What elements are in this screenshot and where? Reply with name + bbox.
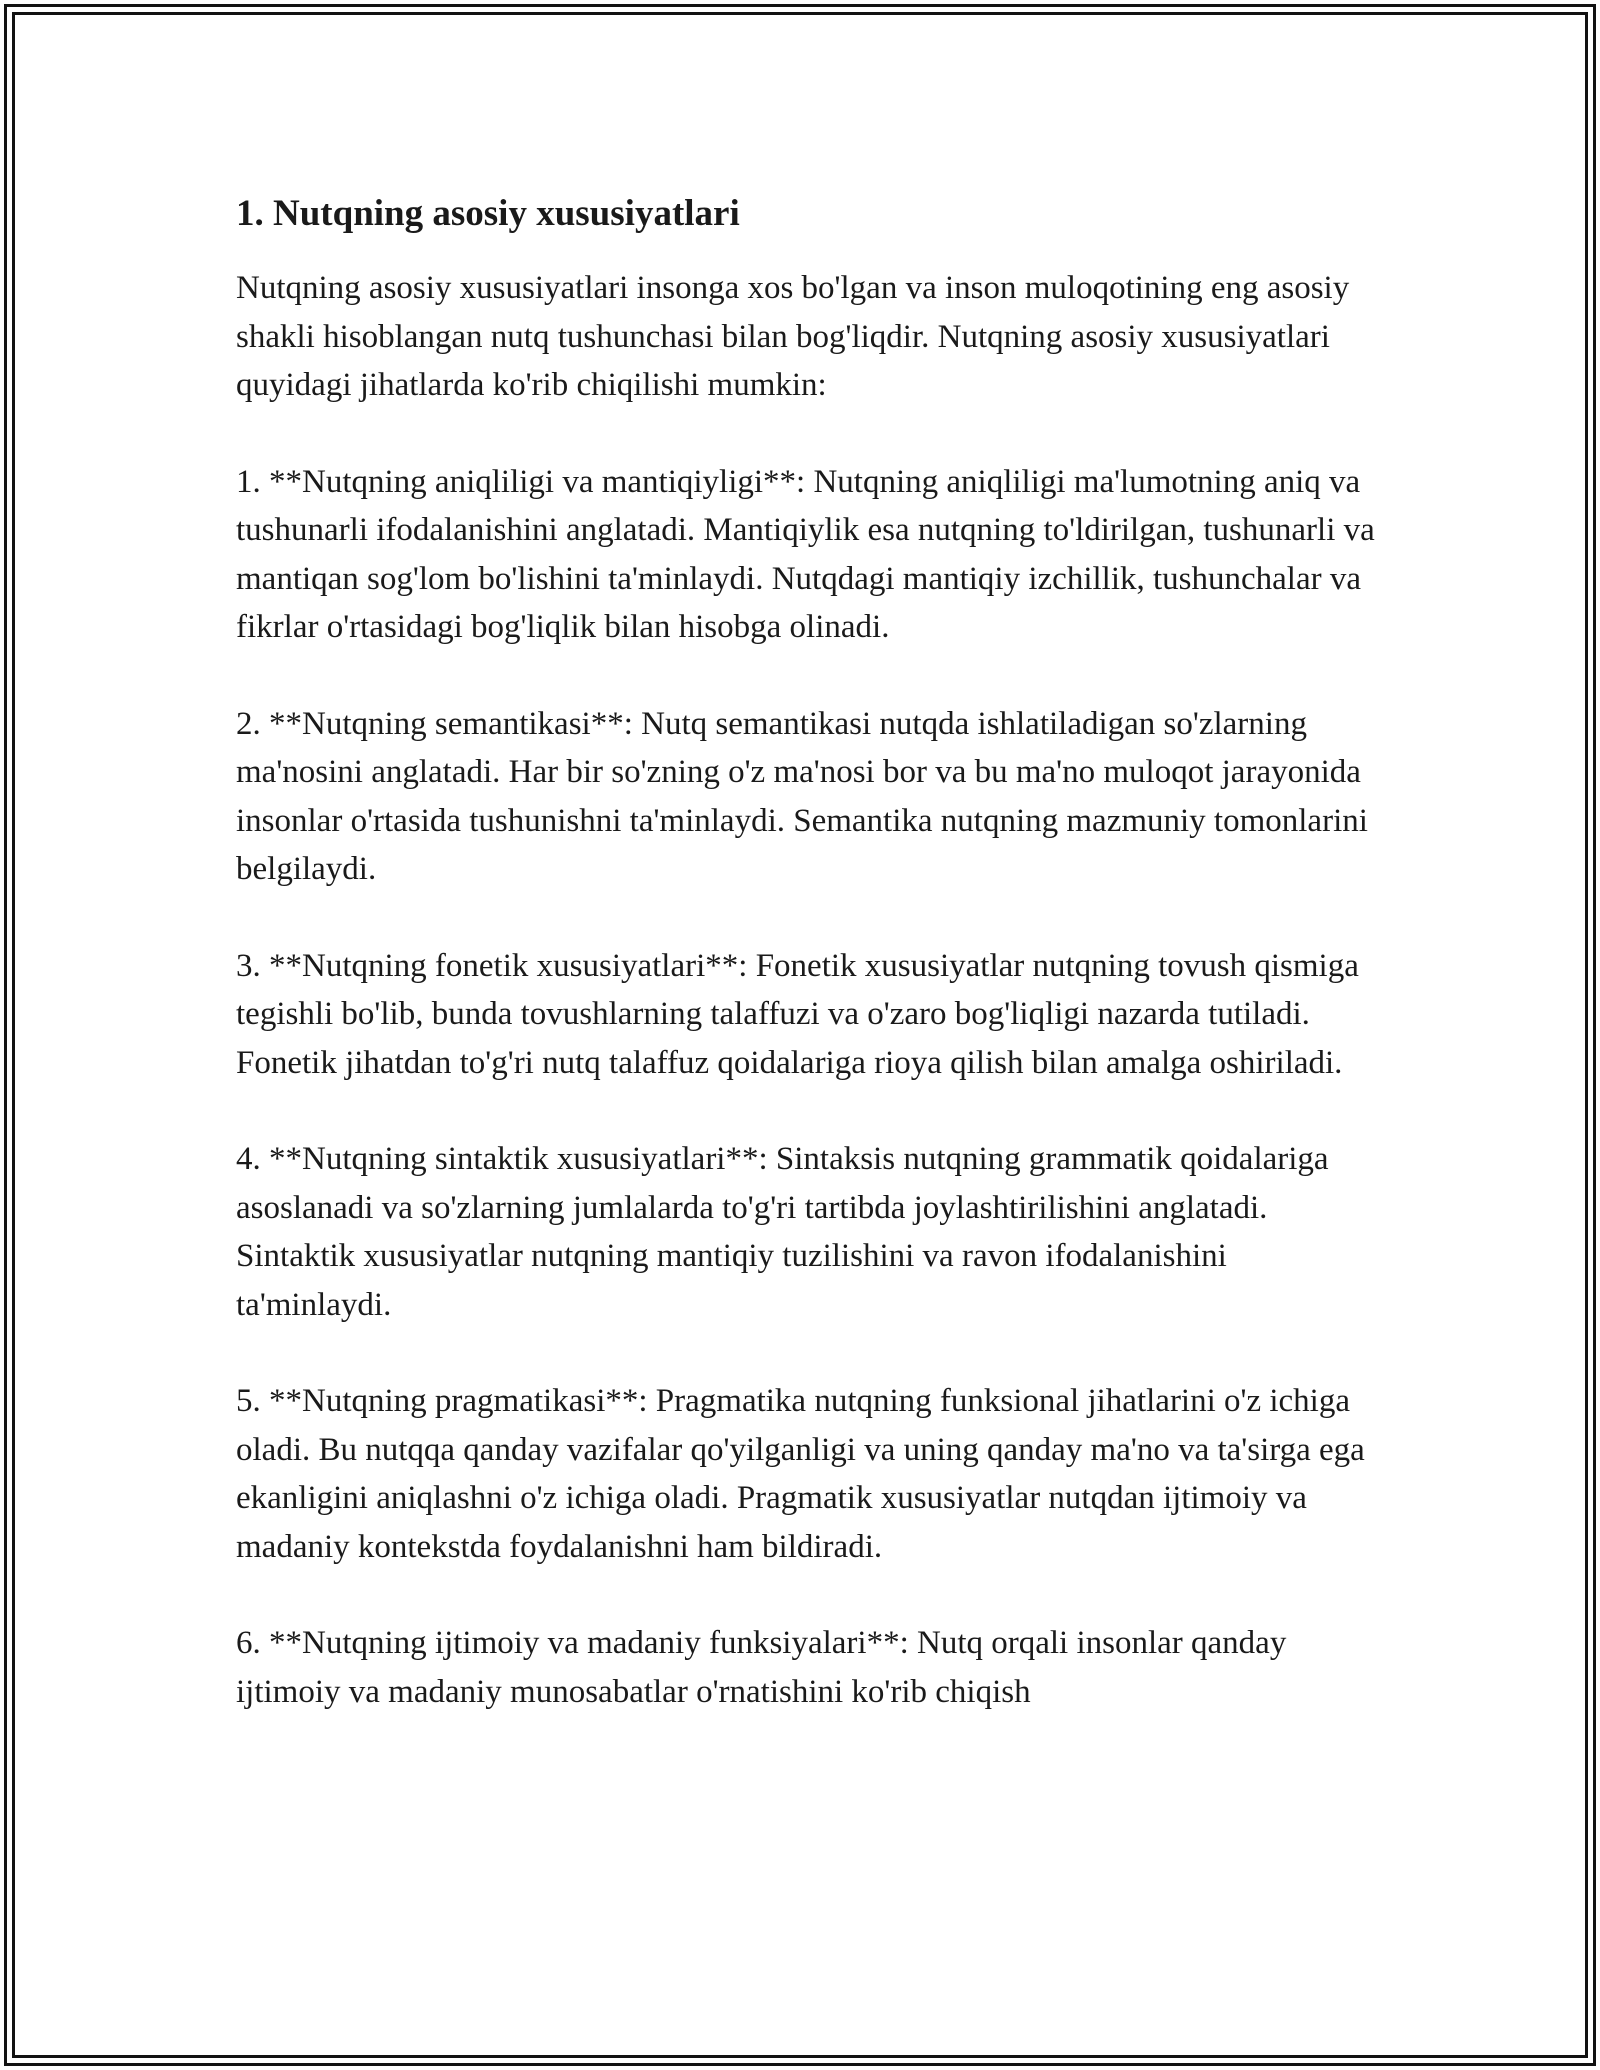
page-title: 1. Nutqning asosiy xususiyatlari bbox=[236, 193, 740, 234]
list-item-3: 3. **Nutqning fonetik xususiyatlari**: Fonetik xususiyatlar nutqning tovush qismiga tegishli bo'lib, bunda tovushlarning talaffuzi va o'zaro bog'liqligi nazarda tutiladi. Fonetik jihatdan to'g'ri nutq talaffuz qoidalariga rioya qilish bilan amalga oshiriladi. bbox=[236, 947, 1359, 1081]
list-item-4: 4. **Nutqning sintaktik xususiyatlari**: Sintaksis nutqning grammatik qoidalariga asoslanadi va so'zlarning jumlalarda to'g'ri tartibda joylashtirilishini anglatadi. Sintaktik xususiyatlar nutqning mantiqiy tuzilishini va ravon ifodalanishini ta'minlaydi. bbox=[236, 1141, 1329, 1323]
list-item-1: 1. **Nutqning aniqliligi va mantiqiyligi**: Nutqning aniqliligi ma'lumotning aniq va tushunarli ifodalanishini anglatadi. Mantiqiylik esa nutqning to'ldirilgan, tushunarli va mantiqan sog'lom bo'lishini ta'minlaydi. Nutqdagi mantiqiy izchillik, tushunchalar va fikrlar o'rtasidagi bog'liqlik bilan hisobga olinadi. bbox=[236, 463, 1375, 645]
list-item-6: 6. **Nutqning ijtimoiy va madaniy funksiyalari**: Nutq orqali insonlar qanday ijtimoiy va madaniy munosabatlar o'rnatishini ko'rib chiqish bbox=[236, 1625, 1287, 1710]
document-body bbox=[236, 186, 1376, 1716]
list-item-2: 2. **Nutqning semantikasi**: Nutq semantikasi nutqda ishlatiladigan so'zlarning ma'nosini anglatadi. Har bir so'zning o'z ma'nosi bor va bu ma'no muloqot jarayonida insonlar o'rtasida tushunishni ta'minlaydi. Semantika nutqning mazmuniy tomonlarini belgilaydi. bbox=[236, 705, 1368, 887]
intro-paragraph: Nutqning asosiy xususiyatlari insonga xos bo'lgan va inson muloqotining eng asosiy shakli hisoblangan nutq tushunchasi bilan bog'liqdir. Nutqning asosiy xususiyatlari quyidagi jihatlarda ko'rib chiqilishi mumkin: bbox=[236, 270, 1350, 403]
list-item-5: 5. **Nutqning pragmatikasi**: Pragmatika nutqning funksional jihatlarini o'z ichiga oladi. Bu nutqqa qanday vazifalar qo'yilganligi va uning qanday ma'no va ta'sirga ega ekanligini aniqlashni o'z ichiga oladi. Pragmatik xususiyatlar nutqdan ijtimoiy va madaniy kontekstda foydalanishni ham bildiradi. bbox=[236, 1383, 1365, 1565]
